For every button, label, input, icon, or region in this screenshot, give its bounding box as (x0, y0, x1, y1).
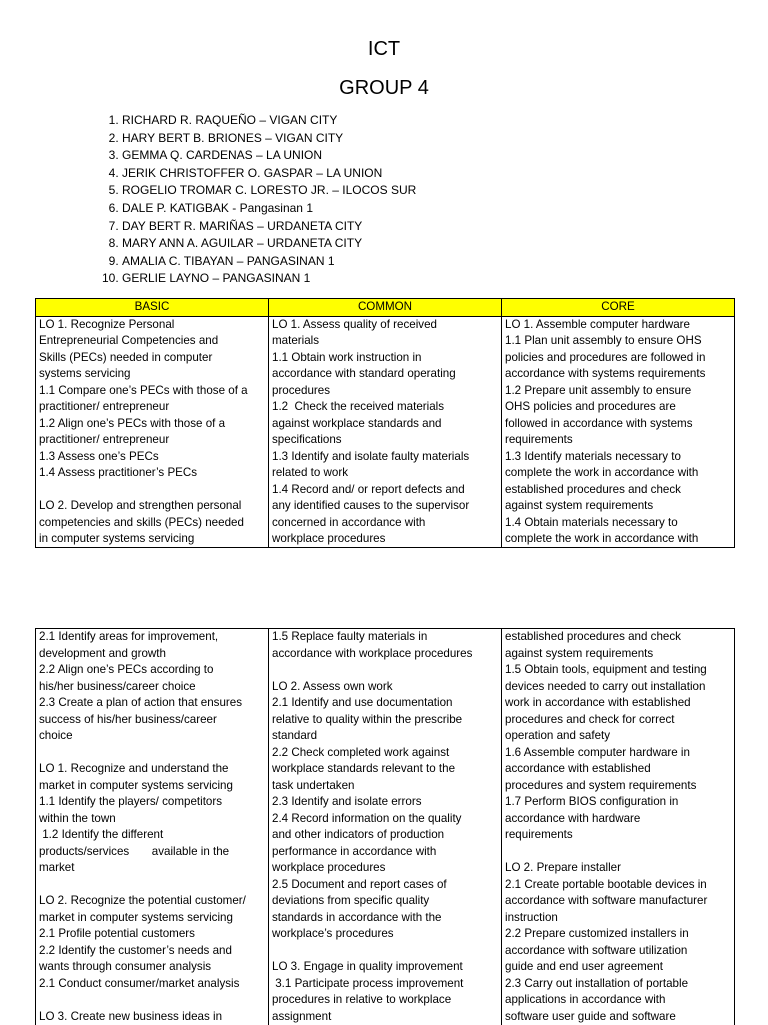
member-item: 4. JERIK CHRISTOFFER O. GASPAR – LA UNION (122, 165, 416, 183)
member-item: 9. AMALIA C. TIBAYAN – PANGASINAN 1 (122, 253, 416, 271)
header-core: CORE (502, 299, 735, 317)
common-cell (269, 629, 502, 1025)
common-cell (269, 316, 502, 547)
member-item: 5. ROGELIO TROMAR C. LORESTO JR. – ILOCOS SUR (122, 182, 416, 200)
table-row (36, 629, 735, 1025)
basic-cell (36, 316, 269, 547)
member-item: 3. GEMMA Q. CARDENAS – LA UNION (122, 147, 416, 165)
table-row (36, 316, 735, 547)
member-list (82, 112, 416, 288)
competency-table (35, 298, 735, 548)
header-common: COMMON (269, 299, 502, 317)
member-item: 6. DALE P. KATIGBAK - Pangasinan 1 (122, 200, 416, 218)
header-basic: BASIC (36, 299, 269, 317)
member-item: 1. RICHARD R. RAQUEÑO – VIGAN CITY (122, 112, 416, 130)
table-header-row (36, 299, 735, 317)
document-subtitle: GROUP 4 (0, 77, 768, 100)
competency-table-continued (35, 628, 735, 1025)
core-cell-text: LO 1. Assemble computer hardware 1.1 Plan unit assembly to ensure OHS policies and procedures are followed in accordance with systems requirements 1.2 Prepare unit assembly to ensure OHS policies and procedures are followed in accordance with systems requirements 1.3 Identify materials necessary to complete the work in accordance with established procedures and check against system requirements 1.4 Obtain materials necessary to complete the work in accordance with (505, 317, 731, 547)
core-cell (502, 316, 735, 547)
member-item: 8. MARY ANN A. AGUILAR – URDANETA CITY (122, 235, 416, 253)
basic-cell (36, 629, 269, 1025)
basic-cell-text: 2.1 Identify areas for improvement, development and growth 2.2 Align one’s PECs according to his/her business/career choice 2.3 Create a plan of action that ensures success of his/her business/career choice LO 1. Recognize and understand the market in computer systems servicing 1.1 Identify the players/ competitors within the town 1.2 Identify the different products/services available in the market LO 2. Recognize the potential customer/ market in computer systems servicing 2.1 Profile potential customers 2.2 Identify the customer’s needs and wants through consumer analysis 2.1 Conduct consumer/market analysis LO 3. Create new business ideas in (39, 629, 265, 1025)
core-cell (502, 629, 735, 1025)
core-cell-text: established procedures and check against system requirements 1.5 Obtain tools, equipment and testing devices needed to carry out installation work in accordance with established procedures and check for correct operation and safety 1.6 Assemble computer hardware in accordance with established procedures and system requirements 1.7 Perform BIOS configuration in accordance with hardware requirements LO 2. Prepare installer 2.1 Create portable bootable devices in accordance with software manufacturer instruction 2.2 Prepare customized installers in accordance with software utilization guide and end user agreement 2.3 Carry out installation of portable applications in accordance with software user guide and software (505, 629, 731, 1025)
member-item: 2. HARY BERT B. BRIONES – VIGAN CITY (122, 130, 416, 148)
member-item: 7. DAY BERT R. MARIÑAS – URDANETA CITY (122, 218, 416, 236)
member-item: 10. GERLIE LAYNO – PANGASINAN 1 (122, 270, 416, 288)
document-title: ICT (0, 38, 768, 61)
common-cell-text: LO 1. Assess quality of received materials 1.1 Obtain work instruction in accordance with standard operating procedures 1.2 Check the received materials against workplace standards and specifications 1.3 Identify and isolate faulty materials related to work 1.4 Record and/ or report defects and any identified causes to the supervisor concerned in accordance with workplace procedures (272, 317, 498, 547)
basic-cell-text: LO 1. Recognize Personal Entrepreneurial Competencies and Skills (PECs) needed in computer systems servicing 1.1 Compare one’s PECs with those of a practitioner/ entrepreneur 1.2 Align one’s PECs with those of a practitioner/ entrepreneur 1.3 Assess one’s PECs 1.4 Assess practitioner’s PECs LO 2. Develop and strengthen personal competencies and skills (PECs) needed in computer systems servicing (39, 317, 265, 547)
common-cell-text: 1.5 Replace faulty materials in accordance with workplace procedures LO 2. Assess own work 2.1 Identify and use documentation relative to quality within the prescribe standard 2.2 Check completed work against workplace standards relevant to the task undertaken 2.3 Identify and isolate errors 2.4 Record information on the quality and other indicators of production performance in accordance with workplace procedures 2.5 Document and report cases of deviations from specific quality standards in accordance with the workplace’s procedures LO 3. Engage in quality improvement 3.1 Participate process improvement procedures in relative to workplace assignment (272, 629, 498, 1025)
